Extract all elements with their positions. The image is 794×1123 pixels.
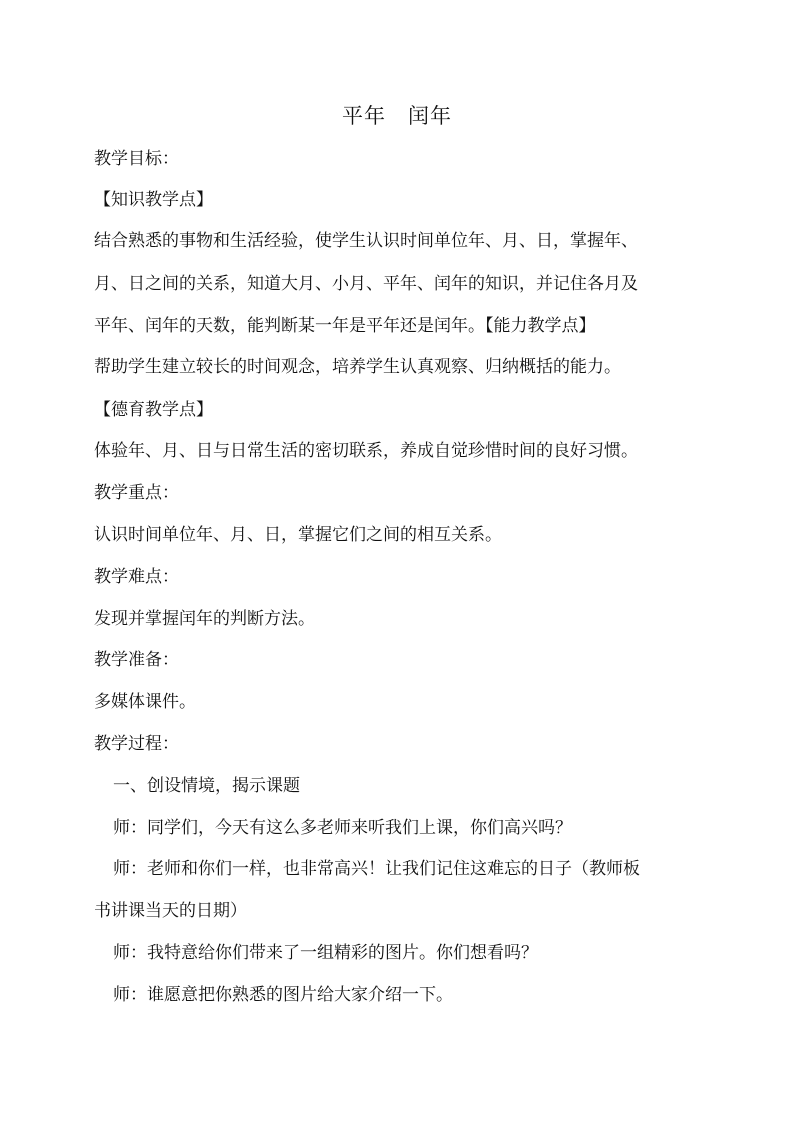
dialogue-line: 师：老师和你们一样，也非常高兴！让我们记住这难忘的日子（教师板 [113, 859, 640, 879]
dialogue-line: 师：谁愿意把你熟悉的图片给大家介绍一下。 [113, 985, 453, 1005]
paragraph-line: 月、日之间的关系，知道大月、小月、平年、闰年的知识，并记住各月及 [94, 274, 638, 294]
heading-moral-points: 【德育教学点】 [94, 400, 213, 420]
document-title: 平年 闰年 [342, 104, 452, 128]
heading-preparation: 教学准备： [94, 650, 179, 670]
paragraph-line: 发现并掌握闰年的判断方法。 [94, 609, 315, 629]
paragraph-line: 书讲课当天的日期） [94, 901, 247, 921]
dialogue-line: 师：我特意给你们带来了一组精彩的图片。你们想看吗？ [113, 943, 538, 963]
heading-process: 教学过程： [94, 734, 179, 754]
heading-difficulties: 教学难点： [94, 567, 179, 587]
heading-knowledge-points: 【知识教学点】 [94, 190, 213, 210]
paragraph-line: 结合熟悉的事物和生活经验，使学生认识时间单位年、月、日，掌握年、 [94, 231, 638, 251]
paragraph-line: 认识时间单位年、月、日，掌握它们之间的相互关系。 [94, 525, 502, 545]
heading-key-points: 教学重点： [94, 483, 179, 503]
paragraph-line: 体验年、月、日与日常生活的密切联系，养成自觉珍惜时间的良好习惯。 [94, 441, 638, 461]
paragraph-line: 多媒体课件。 [94, 692, 196, 712]
heading-teaching-goals: 教学目标： [94, 149, 179, 169]
section-heading: 一、创设情境，揭示课题 [113, 776, 300, 796]
paragraph-line: 平年、闰年的天数，能判断某一年是平年还是闰年。【能力教学点】 [94, 316, 596, 336]
paragraph-line: 帮助学生建立较长的时间观念，培养学生认真观察、归纳概括的能力。 [94, 357, 621, 377]
dialogue-line: 师：同学们，今天有这么多老师来听我们上课，你们高兴吗？ [113, 818, 572, 838]
